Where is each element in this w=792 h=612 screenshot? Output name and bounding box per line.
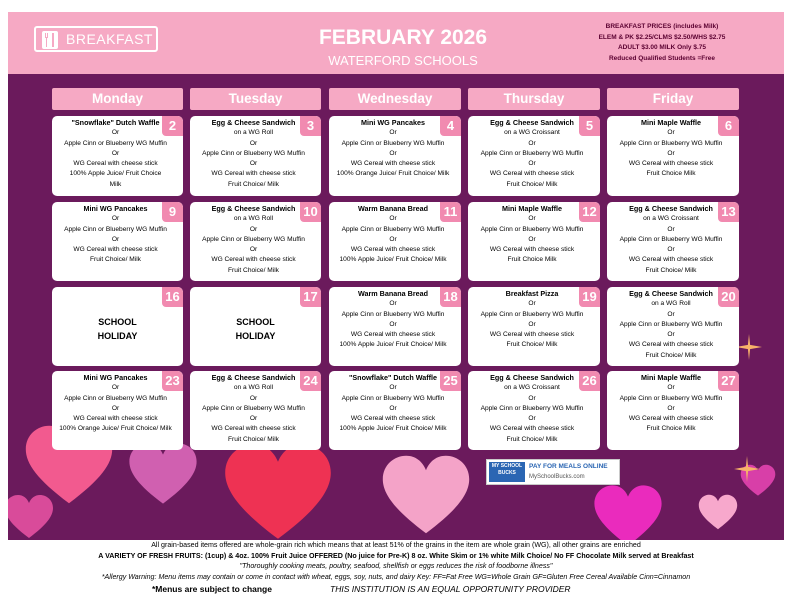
day-header-monday: Monday bbox=[52, 88, 183, 110]
menu-line: Or bbox=[249, 246, 258, 254]
menu-line: Or bbox=[528, 320, 536, 328]
menu-line: Or bbox=[528, 215, 536, 223]
menu-line: WG Cereal with cheese stick bbox=[211, 170, 296, 178]
menu-line: Apple Cinn or Blueberry WG Muffin bbox=[619, 139, 723, 147]
menu-line: Or bbox=[249, 394, 258, 402]
heart-icon bbox=[8, 494, 54, 540]
price-info bbox=[552, 22, 772, 64]
menu-main-item: Breakfast Pizza bbox=[505, 289, 559, 298]
menu-main-item: "Snowflake" Dutch Waffle bbox=[348, 373, 437, 382]
menu-line: Or bbox=[111, 129, 120, 137]
day-number: 16 bbox=[162, 287, 183, 307]
day-cell bbox=[329, 287, 461, 366]
day-number: 13 bbox=[718, 202, 739, 222]
menu-line: WG Cereal with cheese stick bbox=[350, 160, 436, 168]
menu-line: Or bbox=[528, 139, 536, 147]
holiday-line: HOLIDAY bbox=[235, 331, 276, 341]
holiday-line: HOLIDAY bbox=[97, 331, 138, 341]
menu-line: WG Cereal with cheese stick bbox=[73, 246, 158, 254]
day-cell bbox=[607, 116, 739, 196]
menu-line: Or bbox=[528, 300, 536, 308]
menu-line: Or bbox=[667, 149, 675, 157]
menu-line: Or bbox=[667, 129, 675, 137]
menu-line: Or bbox=[667, 310, 675, 318]
menu-main-item: Egg & Cheese Sandwich bbox=[211, 204, 296, 213]
holiday-label bbox=[52, 315, 183, 343]
heart-icon bbox=[376, 454, 476, 540]
menu-main-item: "Snowflake" Dutch Waffle bbox=[71, 118, 160, 127]
menu-line: Apple Cinn or Blueberry WG Muffin bbox=[202, 404, 305, 412]
menu-line: Or bbox=[111, 404, 120, 412]
menu-line: Apple Cinn or Blueberry WG Muffin bbox=[480, 404, 584, 412]
heart-icon bbox=[578, 484, 678, 540]
day-cell bbox=[468, 202, 600, 281]
price-line: BREAKFAST PRICES (includes Milk) bbox=[605, 23, 719, 30]
day-header-thursday: Thursday bbox=[468, 88, 600, 110]
menu-line: Milk bbox=[109, 180, 122, 188]
menu-line: Or bbox=[389, 320, 397, 328]
menu-line: Apple Cinn or Blueberry WG Muffin bbox=[619, 235, 723, 243]
menu-line: Apple Cinn or Blueberry WG Muffin bbox=[202, 149, 305, 157]
menu-line: WG Cereal with cheese stick bbox=[489, 331, 575, 339]
day-cell bbox=[52, 116, 183, 196]
day-cell bbox=[607, 287, 739, 366]
menu-line: Or bbox=[249, 160, 258, 168]
menu-line: on a WG Roll bbox=[651, 300, 691, 308]
menu-line: Apple Cinn or Blueberry WG Muffin bbox=[64, 394, 167, 402]
day-cell bbox=[329, 371, 461, 450]
heart-icon bbox=[128, 442, 198, 512]
day-cell bbox=[607, 202, 739, 281]
menu-line: WG Cereal with cheese stick bbox=[73, 415, 158, 423]
menu-main-item: Mini WG Pancakes bbox=[361, 118, 425, 127]
day-cell bbox=[52, 202, 183, 281]
menu-line: Fruit Choice Milk bbox=[507, 256, 557, 264]
menu-main-item: Mini Maple Waffle bbox=[640, 373, 702, 382]
menu-line: Or bbox=[111, 384, 120, 392]
day-number: 4 bbox=[440, 116, 461, 136]
menu-line: Apple Cinn or Blueberry WG Muffin bbox=[480, 310, 584, 318]
menu-line: Or bbox=[389, 404, 397, 412]
menu-line: Or bbox=[389, 235, 397, 243]
menu-line: WG Cereal with cheese stick bbox=[350, 246, 436, 254]
menu-main-item: Mini Maple Waffle bbox=[640, 118, 702, 127]
menu-line: 100% Orange Juice/ Fruit Choice/ Milk bbox=[59, 425, 172, 433]
day-header-wednesday: Wednesday bbox=[329, 88, 461, 110]
menu-line: Apple Cinn or Blueberry WG Muffin bbox=[619, 320, 723, 328]
day-number: 24 bbox=[300, 371, 321, 391]
footer bbox=[0, 540, 792, 612]
menu-line: on a WG Roll bbox=[233, 129, 274, 137]
sparkle-icon bbox=[734, 456, 760, 482]
menu-line: Or bbox=[667, 331, 675, 339]
day-cell bbox=[52, 287, 183, 366]
menu-line: WG Cereal with cheese stick bbox=[628, 415, 714, 423]
menu-line: WG Cereal with cheese stick bbox=[350, 415, 436, 423]
day-cell bbox=[329, 116, 461, 196]
menu-line: Fruit Choice Milk bbox=[646, 425, 696, 433]
price-line: ADULT $3.00 MILK Only $.75 bbox=[617, 44, 706, 51]
menu-line: Or bbox=[389, 300, 397, 308]
day-number: 12 bbox=[579, 202, 600, 222]
menu-line: Or bbox=[111, 235, 120, 243]
heart-icon bbox=[208, 442, 348, 540]
menu-main-item: Mini WG Pancakes bbox=[83, 204, 148, 213]
menu-change-note: *Menus are subject to change bbox=[152, 584, 272, 594]
menu-line: 100% Orange Juice/ Fruit Choice/ Milk bbox=[336, 170, 450, 178]
menu-line: Fruit Choice/ Milk bbox=[506, 435, 558, 443]
footer-fruit-milk-note: A VARIETY OF FRESH FRUITS: (1cup) & 4oz. 100% Fruit Juice OFFERED (No juice for Pre-K) 8 oz. White Skim or 1% white Milk Choice/ No FF Chocolate Milk served at Breakfast bbox=[98, 551, 694, 560]
menu-line: WG Cereal with cheese stick bbox=[73, 160, 158, 168]
menu-line: Or bbox=[389, 149, 397, 157]
menu-line: WG Cereal with cheese stick bbox=[628, 341, 714, 349]
pay-online-label: PAY FOR MEALS ONLINE bbox=[529, 463, 608, 470]
menu-line: Or bbox=[111, 215, 120, 223]
menu-line: Apple Cinn or Blueberry WG Muffin bbox=[480, 149, 584, 157]
price-line: ELEM & PK $2.25/CLMS $2.50/WHS $2.75 bbox=[598, 33, 726, 41]
day-number: 3 bbox=[300, 116, 321, 136]
menu-line: Or bbox=[389, 215, 397, 223]
day-cell bbox=[468, 116, 600, 196]
day-cell bbox=[190, 202, 321, 281]
menu-line: Apple Cinn or Blueberry WG Muffin bbox=[341, 394, 445, 402]
menu-line: Or bbox=[249, 225, 258, 233]
day-number: 20 bbox=[718, 287, 739, 307]
menu-line: WG Cereal with cheese stick bbox=[628, 160, 714, 168]
day-cell bbox=[190, 287, 321, 366]
heart-icon bbox=[698, 494, 738, 534]
menu-line: WG Cereal with cheese stick bbox=[489, 246, 575, 254]
menu-line: Fruit Choice Milk bbox=[646, 170, 696, 178]
sparkle-icon bbox=[736, 334, 762, 360]
page-subtitle: WATERFORD SCHOOLS bbox=[328, 53, 478, 68]
fork-knife-icon bbox=[42, 31, 58, 49]
breakfast-logo bbox=[34, 26, 158, 52]
menu-line: Or bbox=[111, 149, 120, 157]
day-number: 26 bbox=[579, 371, 600, 391]
menu-line: WG Cereal with cheese stick bbox=[628, 256, 714, 264]
menu-line: Or bbox=[667, 384, 675, 392]
menu-main-item: Egg & Cheese Sandwich bbox=[629, 289, 713, 298]
day-number: 25 bbox=[440, 371, 461, 391]
day-number: 11 bbox=[440, 202, 461, 222]
menu-line: Or bbox=[528, 394, 536, 402]
day-number: 18 bbox=[440, 287, 461, 307]
footer-grain-note: All grain-based items offered are whole-grain rich which means that at least 51% of the grains in the item are whole grain (WG), all other grains are enriched bbox=[151, 541, 641, 549]
menu-line: Or bbox=[389, 384, 397, 392]
day-header-tuesday: Tuesday bbox=[190, 88, 321, 110]
menu-line: Or bbox=[249, 415, 258, 423]
day-number: 2 bbox=[162, 116, 183, 136]
menu-line: 100% Apple Juice/ Fruit Choice/ Milk bbox=[339, 341, 447, 349]
equal-opportunity-note: THIS INSTITUTION IS AN EQUAL OPPORTUNITY PROVIDER bbox=[330, 584, 571, 594]
day-cell bbox=[190, 116, 321, 196]
price-line: Reduced Qualified Students =Free bbox=[608, 54, 715, 62]
menu-line: Apple Cinn or Blueberry WG Muffin bbox=[64, 139, 167, 147]
menu-line: on a WG Roll bbox=[233, 384, 274, 392]
menu-line: Or bbox=[667, 225, 675, 233]
day-cell bbox=[468, 371, 600, 450]
menu-line: WG Cereal with cheese stick bbox=[211, 256, 296, 264]
menu-line: 100% Apple Juice/ Fruit Choice/ Milk bbox=[339, 425, 447, 433]
menu-line: Fruit Choice/ Milk bbox=[228, 266, 279, 274]
menu-line: Apple Cinn or Blueberry WG Muffin bbox=[619, 394, 723, 402]
menu-line: WG Cereal with cheese stick bbox=[489, 425, 575, 433]
page-title: FEBRUARY 2026 bbox=[318, 26, 488, 49]
menu-line: on a WG Croissant bbox=[643, 215, 699, 223]
menu-line: Fruit Choice/ Milk bbox=[90, 256, 141, 264]
menu-line: Apple Cinn or Blueberry WG Muffin bbox=[202, 235, 305, 243]
menu-line: Fruit Choice/ Milk bbox=[228, 435, 279, 443]
menu-line: on a WG Croissant bbox=[504, 384, 560, 392]
menu-main-item: Warm Banana Bread bbox=[357, 204, 429, 213]
menu-line: Apple Cinn or Blueberry WG Muffin bbox=[64, 225, 167, 233]
day-number: 9 bbox=[162, 202, 183, 222]
menu-line: Fruit Choice/ Milk bbox=[645, 266, 697, 274]
menu-main-item: Mini WG Pancakes bbox=[83, 373, 148, 382]
menu-line: Fruit Choice/ Milk bbox=[228, 180, 279, 188]
header-band bbox=[8, 12, 784, 74]
menu-line: Or bbox=[528, 235, 536, 243]
menu-line: Apple Cinn or Blueberry WG Muffin bbox=[341, 225, 445, 233]
day-cell bbox=[468, 287, 600, 366]
menu-line: WG Cereal with cheese stick bbox=[489, 170, 575, 178]
holiday-label bbox=[190, 315, 321, 343]
day-number: 23 bbox=[162, 371, 183, 391]
day-cell bbox=[607, 371, 739, 450]
menu-line: Or bbox=[249, 139, 258, 147]
holiday-line: SCHOOL bbox=[236, 317, 275, 327]
menu-line: Or bbox=[528, 160, 536, 168]
day-number: 5 bbox=[579, 116, 600, 136]
day-number: 10 bbox=[300, 202, 321, 222]
menu-line: on a WG Roll bbox=[233, 215, 274, 223]
day-cell bbox=[52, 371, 183, 450]
menu-main-item: Warm Banana Bread bbox=[357, 289, 429, 298]
menu-line: Fruit Choice/ Milk bbox=[506, 341, 558, 349]
myschoolbucks-logo: MY SCHOOL BUCKS bbox=[489, 462, 525, 482]
menu-line: Apple Cinn or Blueberry WG Muffin bbox=[480, 225, 584, 233]
menu-main-item: Egg & Cheese Sandwich bbox=[490, 118, 574, 127]
menu-line: Fruit Choice/ Milk bbox=[506, 180, 558, 188]
logo-label: BREAKFAST bbox=[66, 31, 153, 47]
menu-line: Apple Cinn or Blueberry WG Muffin bbox=[341, 139, 445, 147]
menu-line: 100% Apple Juice/ Fruit Choice bbox=[69, 170, 162, 178]
menu-line: Or bbox=[667, 404, 675, 412]
day-number: 27 bbox=[718, 371, 739, 391]
day-header-friday: Friday bbox=[607, 88, 739, 110]
day-number: 17 bbox=[300, 287, 321, 307]
footer-food-safety-note: "Thoroughly cooking meats, poultry, seafood, shellfish or eggs reduces the risk of foodborne illness" bbox=[239, 562, 553, 570]
menu-line: Apple Cinn or Blueberry WG Muffin bbox=[341, 310, 445, 318]
day-cell bbox=[329, 202, 461, 281]
day-number: 19 bbox=[579, 287, 600, 307]
menu-main-item: Egg & Cheese Sandwich bbox=[211, 373, 296, 382]
menu-line: WG Cereal with cheese stick bbox=[211, 425, 296, 433]
menu-line: Or bbox=[389, 129, 397, 137]
menu-line: 100% Apple Juice/ Fruit Choice/ Milk bbox=[339, 256, 447, 264]
menu-main-item: Mini Maple Waffle bbox=[501, 204, 563, 213]
menu-main-item: Egg & Cheese Sandwich bbox=[490, 373, 574, 382]
menu-line: Or bbox=[528, 415, 536, 423]
pay-site-label: MySchoolBucks.com bbox=[529, 474, 585, 480]
holiday-line: SCHOOL bbox=[98, 317, 137, 327]
menu-main-item: Egg & Cheese Sandwich bbox=[211, 118, 296, 127]
day-cell bbox=[190, 371, 321, 450]
myschoolbucks-banner[interactable] bbox=[486, 459, 620, 485]
menu-line: WG Cereal with cheese stick bbox=[350, 331, 436, 339]
menu-line: Fruit Choice/ Milk bbox=[645, 351, 697, 359]
menu-line: Or bbox=[667, 246, 675, 254]
footer-allergy-warning: *Allergy Warning: Menu items may contain or come in contact with wheat, eggs, soy, nuts, and dairy Key: FF=Fat Free WG=Whole Grain GF=Gluten Free Cereal Available Cinn=Cinnamon bbox=[101, 572, 691, 581]
menu-line: on a WG Croissant bbox=[504, 129, 560, 137]
menu-main-item: Egg & Cheese Sandwich bbox=[629, 204, 713, 213]
day-number: 6 bbox=[718, 116, 739, 136]
